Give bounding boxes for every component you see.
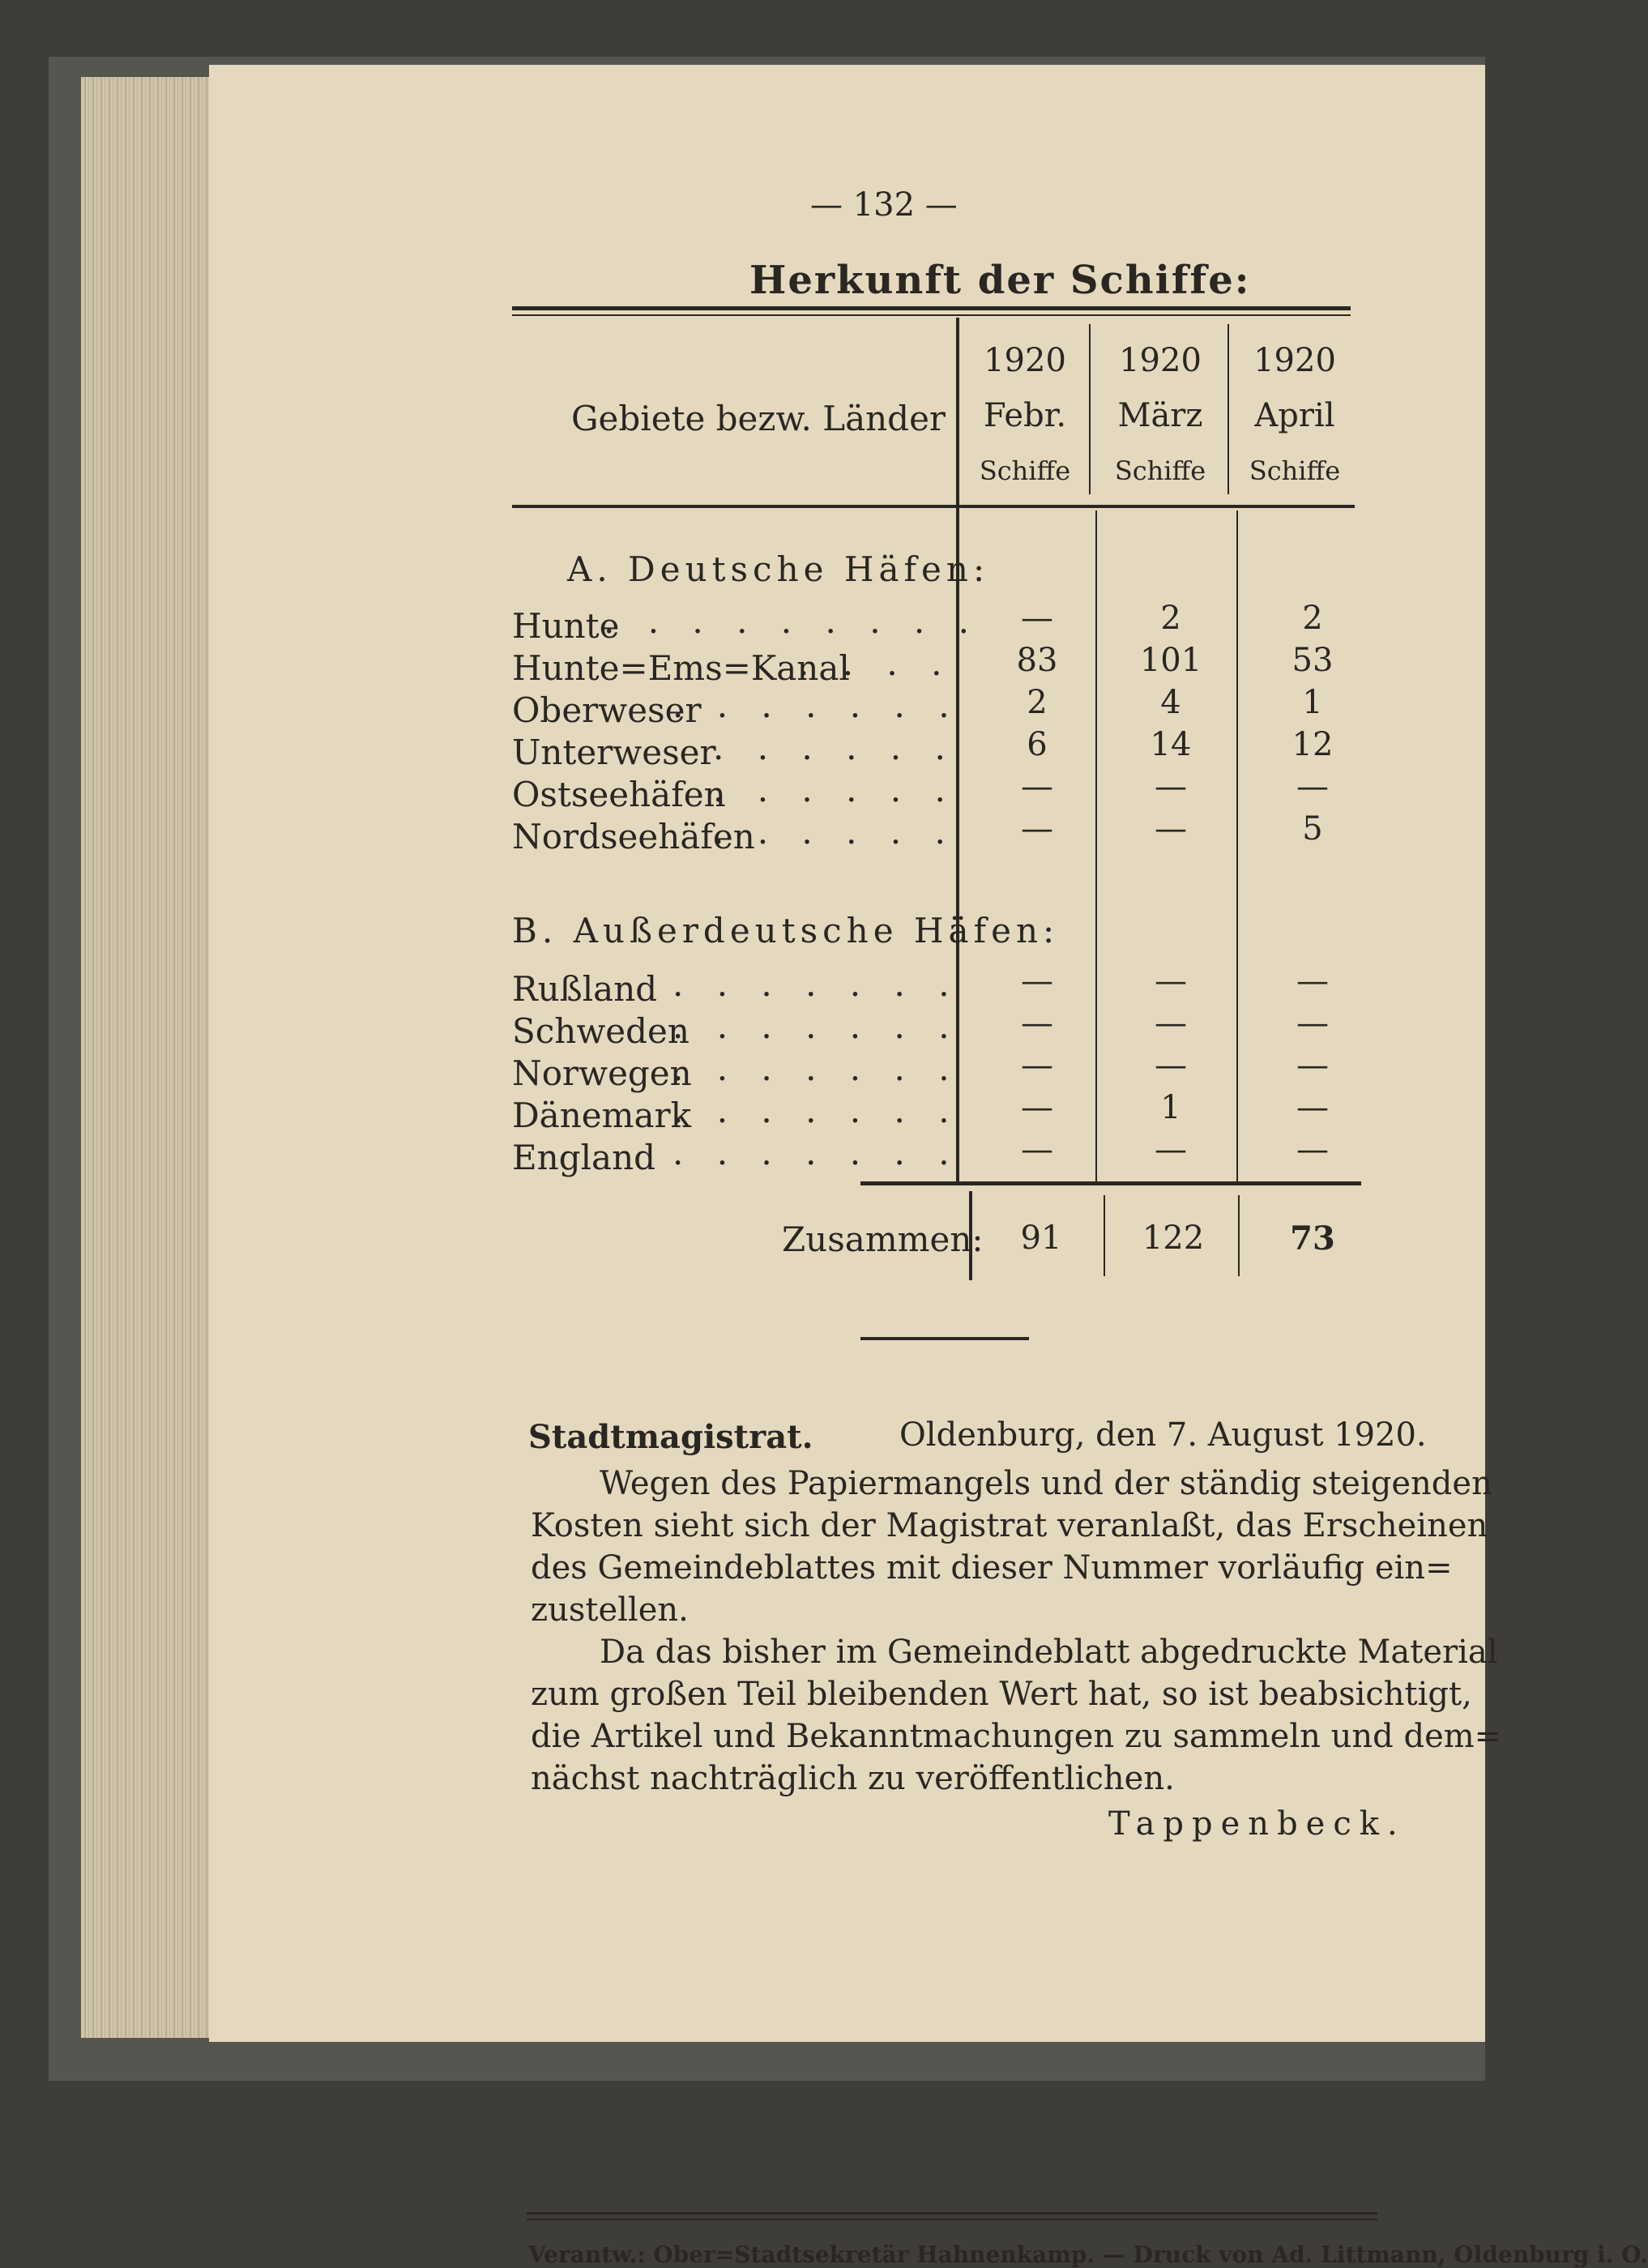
footer-rule-bottom: [527, 2219, 1377, 2220]
cell-apr: 2: [1302, 600, 1323, 637]
cell-feb: —: [1021, 1089, 1053, 1126]
total-apr: 73: [1290, 1219, 1335, 1258]
cell-apr: 1: [1302, 684, 1323, 721]
cell-apr: 53: [1292, 642, 1334, 679]
row-label: Hunte: [512, 606, 620, 646]
row-label: Nordseehäfen: [512, 817, 755, 856]
total-feb: 91: [1020, 1219, 1062, 1257]
row-label: Hunte=Ems=Kanal: [512, 648, 850, 688]
col-year-apr: 1920: [1253, 342, 1336, 379]
cell-mar: 4: [1160, 684, 1181, 721]
section-a-heading: A. Deutsche Häfen:: [567, 549, 990, 589]
leader-dots: . . . . . .: [713, 728, 957, 767]
cell-mar: —: [1155, 1131, 1187, 1168]
notice-line: zustellen.: [531, 1591, 689, 1629]
notice-place-date: Oldenburg, den 7. August 1920.: [899, 1416, 1427, 1454]
notice-line: Kosten sieht sich der Magistrat veranlaßt, das Erscheinen: [531, 1507, 1488, 1544]
notice-line: nächst nachträglich zu veröffentlichen.: [531, 1760, 1175, 1797]
col-month-feb: Febr.: [983, 397, 1067, 434]
footer-rule-top: [527, 2212, 1377, 2215]
cell-mar: —: [1155, 1005, 1187, 1042]
cell-mar: —: [1155, 768, 1187, 805]
page-title: Herkunft der Schiffe:: [749, 258, 1251, 303]
cell-mar: —: [1155, 810, 1187, 848]
leader-dots: . . . . . . . . .: [604, 601, 980, 641]
cell-mar: 101: [1139, 642, 1202, 679]
cell-apr: —: [1296, 768, 1329, 805]
cell-mar: 14: [1150, 726, 1192, 763]
cell-feb: —: [1021, 1047, 1053, 1084]
page-edges: [81, 77, 219, 2038]
cell-apr: —: [1296, 1047, 1329, 1084]
notice-signature: Tappenbeck.: [1108, 1805, 1406, 1843]
notice-line: Da das bisher im Gemeindeblatt abgedruckte Material: [600, 1634, 1498, 1671]
cell-mar: —: [1155, 1047, 1187, 1084]
leader-dots: . . . .: [798, 643, 954, 683]
cell-feb: —: [1021, 1131, 1053, 1168]
row-label: Ostseehäfen: [512, 775, 726, 814]
total-divider-3: [1238, 1195, 1240, 1276]
notice-line: die Artikel und Bekanntmachungen zu sammeln und dem=: [531, 1718, 1502, 1755]
cell-mar: 1: [1160, 1089, 1181, 1126]
imprint-footer: Verantw.: Ober=Stadtsekretär Hahnenkamp. — Druck von Ad. Littmann, Oldenburg i. O.: [528, 2241, 1648, 2268]
cell-mar: 2: [1160, 600, 1181, 637]
notice-line: des Gemeindeblattes mit dieser Nummer vorläufig ein=: [531, 1549, 1453, 1587]
page-number: — 132 —: [810, 186, 958, 224]
leader-dots: . . . . . . .: [672, 1091, 961, 1130]
leader-dots: . . . . . . .: [672, 686, 961, 725]
column-divider-3b: [1236, 510, 1238, 1183]
leader-dots: . . . . . . .: [672, 1133, 961, 1172]
cell-apr: —: [1296, 1005, 1329, 1042]
section-separator: [860, 1337, 1029, 1340]
col-year-mar: 1920: [1119, 342, 1202, 379]
col-month-mar: März: [1117, 397, 1203, 434]
row-label: Oberweser: [512, 690, 702, 730]
header-bottom-rule: [512, 505, 1355, 508]
row-label: Norwegen: [512, 1053, 692, 1093]
cell-feb: 2: [1027, 684, 1048, 721]
leader-dots: . . . . . . .: [672, 1049, 961, 1088]
total-rule: [860, 1181, 1361, 1185]
row-label: England: [512, 1138, 656, 1177]
row-label: Dänemark: [512, 1096, 692, 1135]
section-b-heading: B. Außerdeutsche Häfen:: [512, 911, 1060, 950]
cell-apr: —: [1296, 963, 1329, 1000]
total-label: Zusammen:: [782, 1219, 984, 1259]
notice-line: Wegen des Papiermangels und der ständig steigenden: [600, 1465, 1492, 1502]
leader-dots: . . . . . .: [713, 812, 957, 852]
cell-feb: —: [1021, 768, 1053, 805]
row-label: Schweden: [512, 1011, 690, 1051]
cell-feb: —: [1021, 1005, 1053, 1042]
cell-feb: 83: [1016, 642, 1058, 679]
cell-mar: —: [1155, 963, 1187, 1000]
cell-feb: 6: [1027, 726, 1048, 763]
leader-dots: . . . . . . .: [672, 1006, 961, 1046]
row-label: Unterweser: [512, 733, 716, 772]
leader-dots: . . . . . .: [713, 770, 957, 809]
cell-feb: —: [1021, 810, 1053, 848]
col-month-apr: April: [1254, 397, 1335, 434]
cell-apr: —: [1296, 1131, 1329, 1168]
cell-feb: —: [1021, 600, 1053, 637]
col-year-feb: 1920: [984, 342, 1066, 379]
notice-line: zum großen Teil bleibenden Wert hat, so ist beabsichtigt,: [531, 1676, 1472, 1713]
cell-feb: —: [1021, 963, 1053, 1000]
col-unit-feb: Schiffe: [979, 455, 1071, 486]
notice-sender: Stadtmagistrat.: [528, 1418, 813, 1456]
row-label: Rußland: [512, 969, 658, 1009]
cell-apr: —: [1296, 1089, 1329, 1126]
total-mar: 122: [1142, 1219, 1205, 1257]
table-top-rule: [512, 306, 1351, 310]
label-column-header: Gebiete bezw. Länder: [571, 399, 946, 438]
cell-apr: 5: [1302, 810, 1323, 848]
table-top-rule-thin: [512, 314, 1351, 316]
cell-apr: 12: [1292, 726, 1334, 763]
col-unit-mar: Schiffe: [1114, 455, 1206, 486]
col-unit-apr: Schiffe: [1249, 455, 1341, 486]
leader-dots: . . . . . . .: [672, 964, 961, 1004]
